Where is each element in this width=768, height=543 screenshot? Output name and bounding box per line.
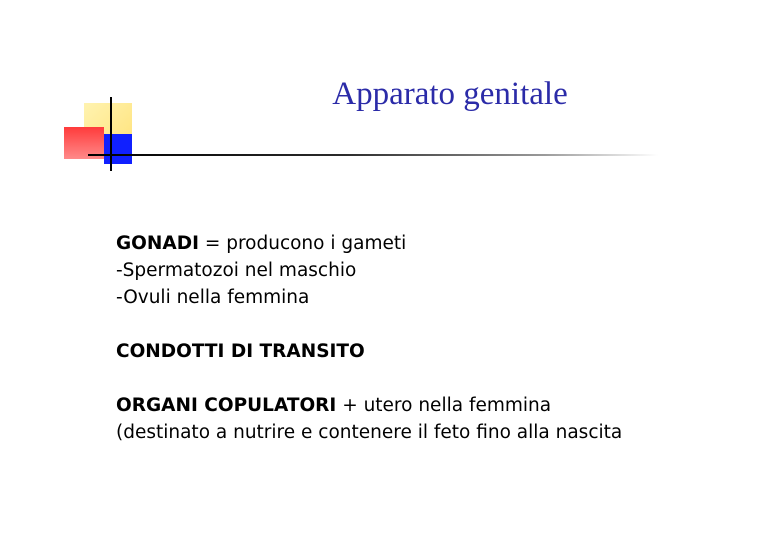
gonadi-item-sperm: -Spermatozoi nel maschio: [116, 260, 357, 281]
organi-note: (destinato a nutrire e contenere il feto fino alla nascita: [116, 422, 623, 443]
organi-term: ORGANI COPULATORI: [116, 395, 337, 416]
gonadi-definition: = producono i gameti: [198, 233, 407, 254]
spacer: [116, 311, 736, 338]
organi-line: [116, 392, 736, 419]
slide-title: Apparato genitale: [332, 76, 568, 112]
decor-blue-square: [104, 134, 132, 164]
condotti-term: CONDOTTI DI TRANSITO: [116, 341, 365, 362]
decor-vertical-line: [110, 97, 112, 171]
spacer: [116, 365, 736, 392]
gonadi-item-ova: -Ovuli nella femmina: [116, 287, 310, 308]
organi-definition: + utero nella femmina: [336, 395, 552, 416]
title-underline: [88, 154, 658, 156]
gonadi-line: [116, 230, 736, 257]
slide-body: [116, 230, 736, 446]
gonadi-term: GONADI: [116, 233, 199, 254]
